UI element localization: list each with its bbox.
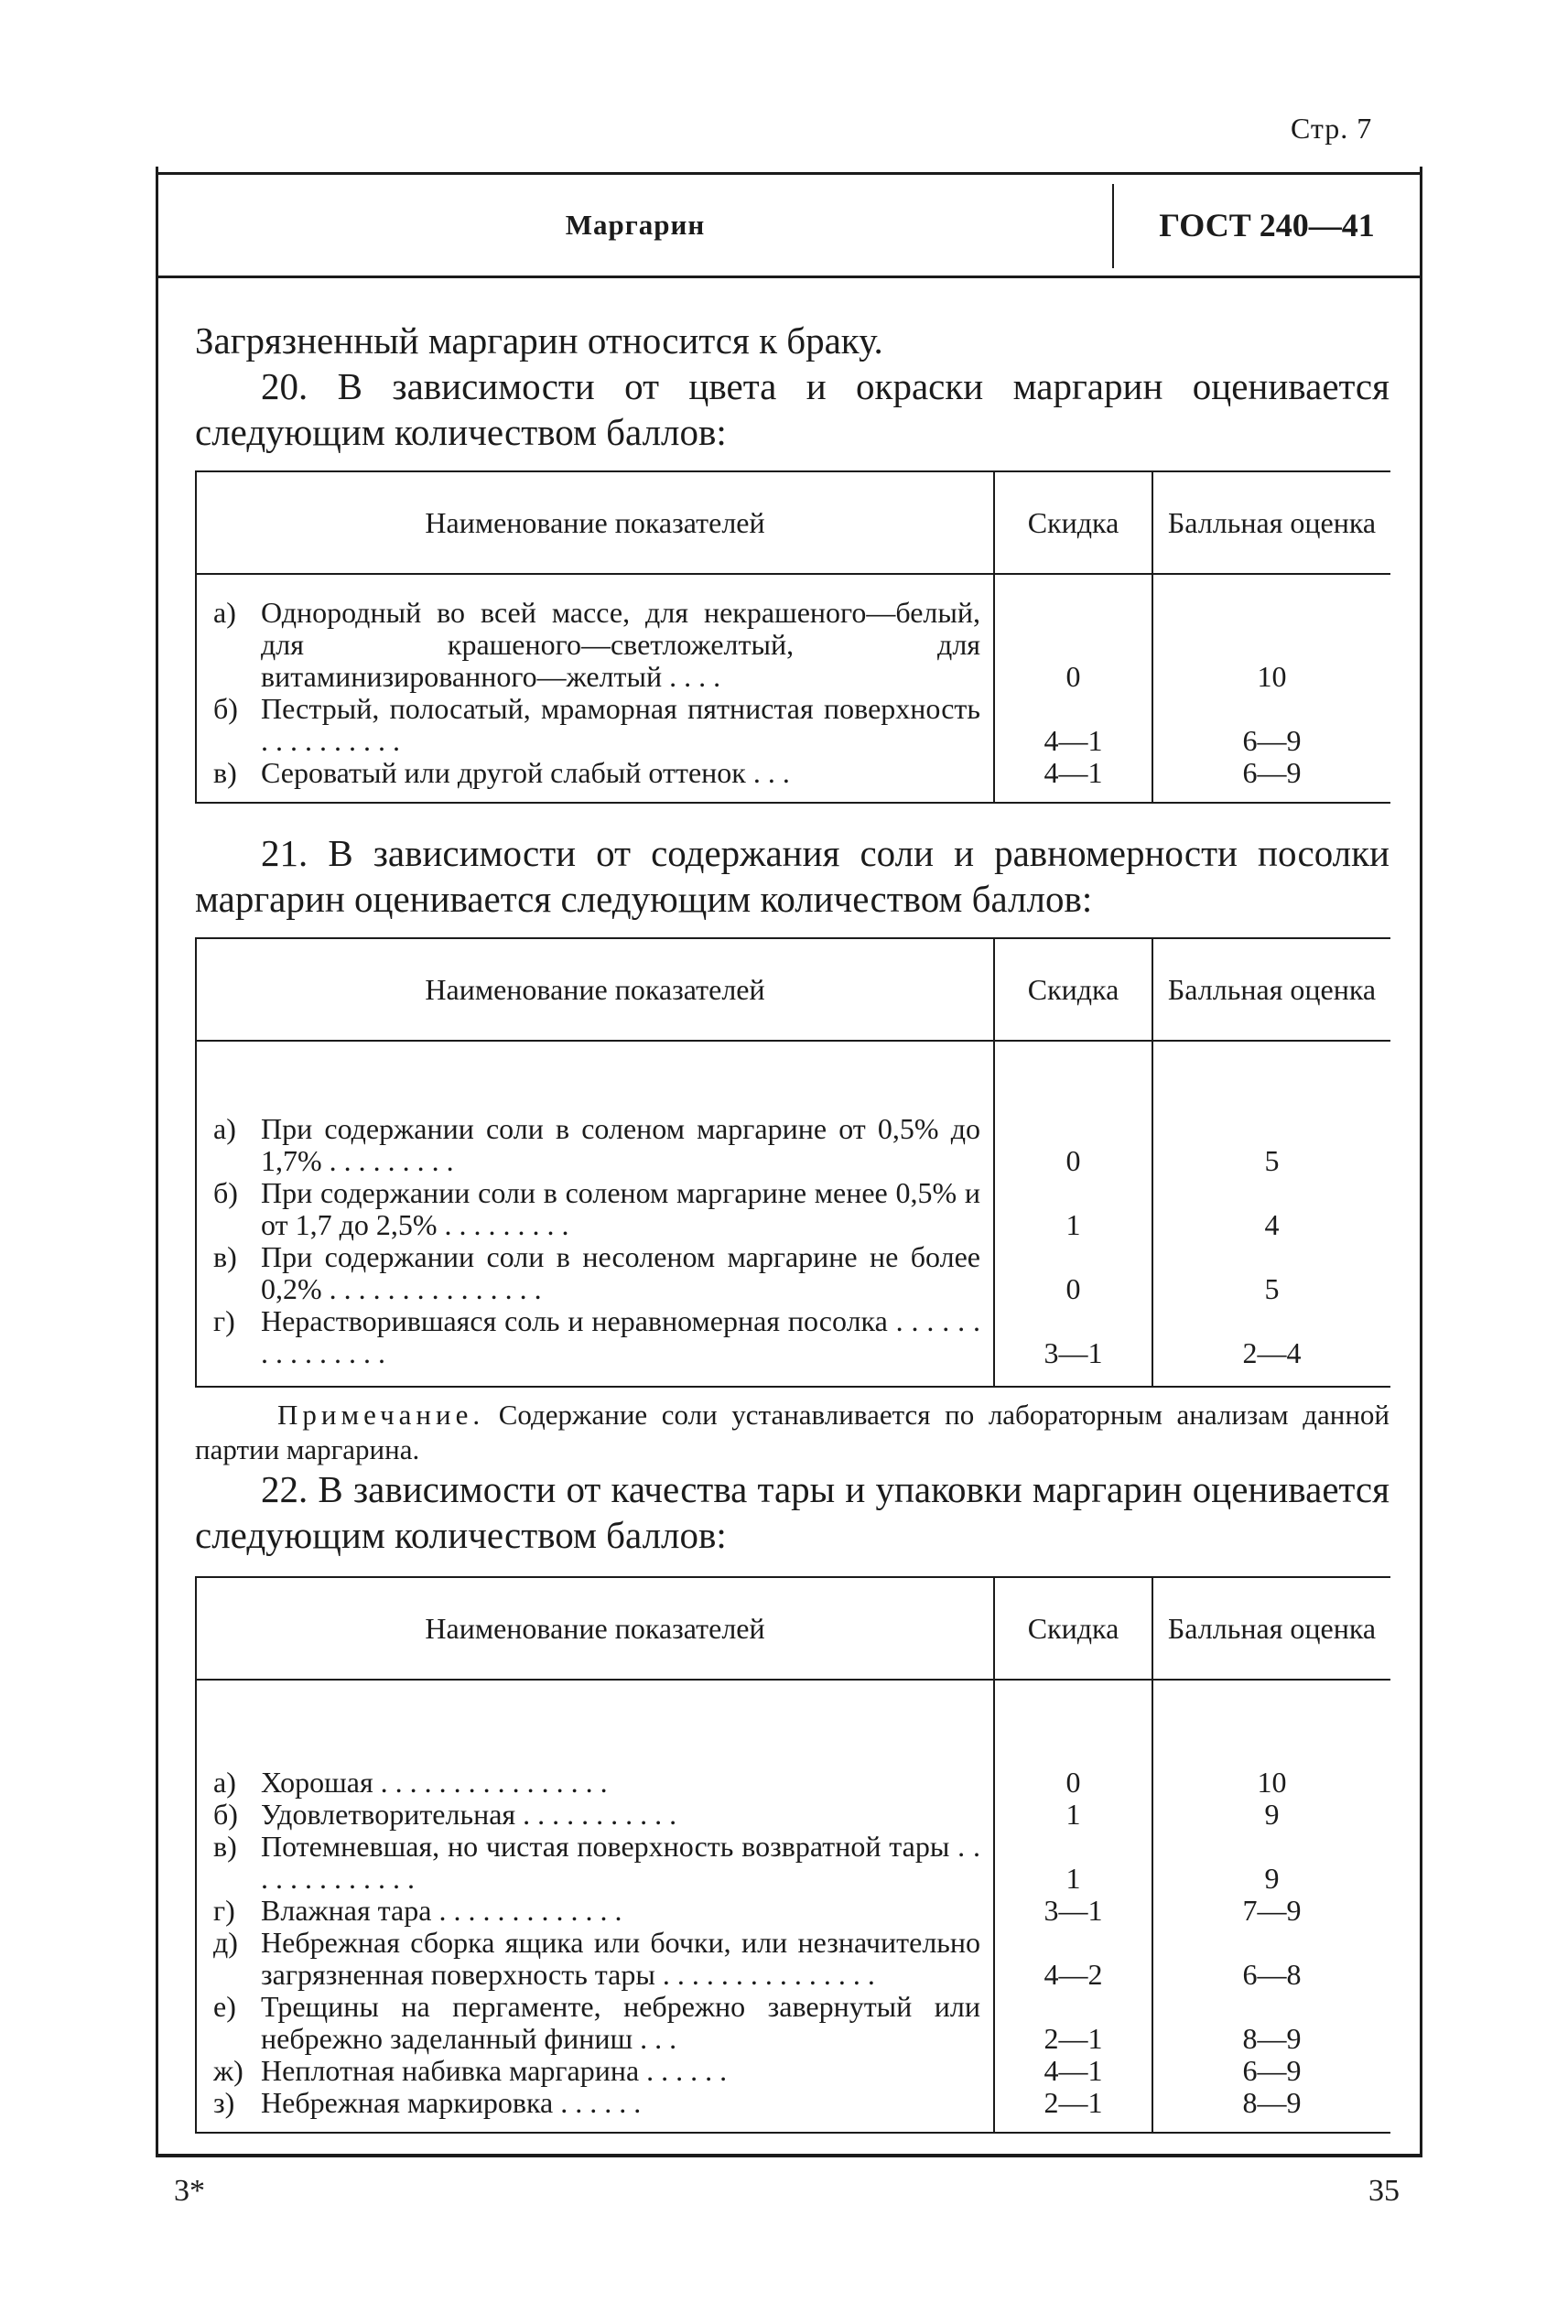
row-text: Потемневшая, но чистая поверхность возвратной тары . . . . . . . . . . . . . bbox=[261, 1830, 980, 1895]
score-value: 6—8 bbox=[1242, 1958, 1302, 1991]
table-row bbox=[213, 2055, 980, 2087]
row-label: в) bbox=[213, 756, 237, 789]
table-row bbox=[213, 757, 980, 789]
score-value: 6—9 bbox=[1242, 2054, 1302, 2087]
para-21: 21. В зависимости от содержания соли и равномерности посолки маргарин оценивается следующим количеством баллов: bbox=[195, 832, 1390, 920]
cell-discounts bbox=[994, 574, 1152, 803]
discount-value: 2—1 bbox=[1044, 2086, 1103, 2119]
cell-names bbox=[196, 574, 994, 803]
score-value: 9 bbox=[1264, 1798, 1280, 1831]
cell-scores bbox=[1152, 574, 1390, 803]
cell-names bbox=[196, 1680, 994, 2133]
row-text: Однородный во всей массе, для некрашеного—белый, для крашеного—светложелтый, для витаминизированного—желтый . . . . bbox=[261, 596, 980, 693]
row-label: б) bbox=[213, 1798, 238, 1831]
table-row bbox=[213, 1991, 980, 2055]
table-row bbox=[213, 1927, 980, 1991]
score-value: 10 bbox=[1257, 660, 1287, 693]
discount-value: 0 bbox=[1065, 1272, 1081, 1305]
table-row bbox=[213, 1305, 980, 1369]
footer-page-number: 35 bbox=[1368, 2174, 1400, 2208]
table-color-grading bbox=[195, 470, 1390, 804]
col-header-discount: Скидка bbox=[994, 1577, 1152, 1680]
para-20: 20. В зависимости от цвета и окраски маргарин оценивается следующим количеством баллов: bbox=[195, 365, 1390, 453]
footer-signature-mark: 3* bbox=[174, 2174, 205, 2208]
row-label: г) bbox=[213, 1894, 235, 1927]
row-label: а) bbox=[213, 1112, 236, 1145]
header-bar bbox=[158, 172, 1420, 278]
table-row bbox=[213, 1241, 980, 1305]
row-label: а) bbox=[213, 596, 236, 629]
discount-value: 0 bbox=[1065, 1766, 1081, 1799]
row-text: При содержании соли в соленом маргарине от 0,5% до 1,7% . . . . . . . . . bbox=[261, 1112, 980, 1177]
discount-value: 2—1 bbox=[1044, 2022, 1103, 2055]
row-label: г) bbox=[213, 1304, 235, 1337]
table-row bbox=[213, 1113, 980, 1177]
row-label: з) bbox=[213, 2086, 235, 2119]
row-text: Хорошая . . . . . . . . . . . . . . . . bbox=[261, 1766, 608, 1799]
table-row bbox=[213, 693, 980, 757]
row-label: в) bbox=[213, 1240, 237, 1273]
col-header-score: Балльная оценка bbox=[1152, 1577, 1390, 1680]
page-number-top: Стр. 7 bbox=[1291, 112, 1373, 145]
note-label: Примечание. bbox=[277, 1399, 485, 1431]
discount-value: 1 bbox=[1065, 1798, 1081, 1831]
discount-value: 0 bbox=[1065, 660, 1081, 693]
col-header-name: Наименование показателей bbox=[196, 938, 994, 1041]
table-packaging-grading bbox=[195, 1576, 1390, 2134]
cell-discounts bbox=[994, 1041, 1152, 1387]
note-salt bbox=[195, 1398, 1390, 1467]
page-frame bbox=[156, 167, 1422, 2157]
score-value: 6—9 bbox=[1242, 756, 1302, 789]
table-salt-grading bbox=[195, 937, 1390, 1388]
discount-value: 0 bbox=[1065, 1144, 1081, 1177]
row-label: в) bbox=[213, 1830, 237, 1863]
cell-discounts bbox=[994, 1680, 1152, 2133]
score-value: 10 bbox=[1257, 1766, 1287, 1799]
note-text: Содержание соли устанавливается по лабораторным анализам данной партии маргарина. bbox=[195, 1399, 1390, 1465]
para-intro: Загрязненный маргарин относится к браку. bbox=[195, 319, 883, 362]
discount-value: 4—2 bbox=[1044, 1958, 1103, 1991]
table-row bbox=[213, 1895, 980, 1927]
score-value: 5 bbox=[1264, 1144, 1280, 1177]
row-text: Пестрый, полосатый, мраморная пятнистая поверхность . . . . . . . . . . bbox=[261, 692, 980, 757]
row-text: Небрежная сборка ящика или бочки, или незначительно загрязненная поверхность тары . . . . . . . . . . . . . . . bbox=[261, 1926, 980, 1991]
row-label: б) bbox=[213, 692, 238, 725]
row-text: Влажная тара . . . . . . . . . . . . . bbox=[261, 1894, 622, 1927]
row-text: Сероватый или другой слабый оттенок . . . bbox=[261, 756, 790, 789]
score-value: 8—9 bbox=[1242, 2022, 1302, 2055]
discount-value: 1 bbox=[1065, 1208, 1081, 1241]
col-header-discount: Скидка bbox=[994, 471, 1152, 574]
table-row bbox=[213, 597, 980, 693]
standard-code: ГОСТ 240—41 bbox=[1159, 207, 1375, 243]
col-header-name: Наименование показателей bbox=[196, 471, 994, 574]
discount-value: 4—1 bbox=[1044, 724, 1103, 757]
row-text: Небрежная маркировка . . . . . . bbox=[261, 2086, 642, 2119]
score-value: 4 bbox=[1264, 1208, 1280, 1241]
col-header-name: Наименование показателей bbox=[196, 1577, 994, 1680]
cell-scores bbox=[1152, 1680, 1390, 2133]
discount-value: 4—1 bbox=[1044, 2054, 1103, 2087]
score-value: 6—9 bbox=[1242, 724, 1302, 757]
col-header-score: Балльная оценка bbox=[1152, 938, 1390, 1041]
table-row bbox=[213, 1799, 980, 1831]
table-row bbox=[213, 1767, 980, 1799]
row-text: Трещины на пергаменте, небрежно завернутый или небрежно заделанный финиш . . . bbox=[261, 1990, 980, 2055]
row-text: При содержании соли в несоленом маргарине не более 0,2% . . . . . . . . . . . . . . . bbox=[261, 1240, 980, 1305]
row-label: б) bbox=[213, 1176, 238, 1209]
col-header-score: Балльная оценка bbox=[1152, 471, 1390, 574]
discount-value: 1 bbox=[1065, 1862, 1081, 1895]
discount-value: 3—1 bbox=[1044, 1894, 1103, 1927]
row-text: Неплотная набивка маргарина . . . . . . bbox=[261, 2054, 728, 2087]
col-header-discount: Скидка bbox=[994, 938, 1152, 1041]
cell-scores bbox=[1152, 1041, 1390, 1387]
row-label: е) bbox=[213, 1990, 236, 2023]
row-text: При содержании соли в соленом маргарине менее 0,5% и от 1,7 до 2,5% . . . . . . . . . bbox=[261, 1176, 980, 1241]
score-value: 2—4 bbox=[1242, 1336, 1302, 1369]
discount-value: 3—1 bbox=[1044, 1336, 1103, 1369]
score-value: 9 bbox=[1264, 1862, 1280, 1895]
table-row bbox=[213, 1831, 980, 1895]
row-label: д) bbox=[213, 1926, 238, 1959]
row-text: Удовлетворительная . . . . . . . . . . . bbox=[261, 1798, 677, 1831]
score-value: 5 bbox=[1264, 1272, 1280, 1305]
row-label: ж) bbox=[213, 2054, 243, 2087]
table-row bbox=[213, 1177, 980, 1241]
discount-value: 4—1 bbox=[1044, 756, 1103, 789]
score-value: 7—9 bbox=[1242, 1894, 1302, 1927]
header-title: Маргарин bbox=[565, 209, 706, 241]
table-row bbox=[213, 2087, 980, 2119]
cell-names bbox=[196, 1041, 994, 1387]
score-value: 8—9 bbox=[1242, 2086, 1302, 2119]
row-label: а) bbox=[213, 1766, 236, 1799]
para-22: 22. В зависимости от качества тары и упаковки маргарин оценивается следующим количеством баллов: bbox=[195, 1468, 1390, 1556]
row-text: Нерастворившаяся соль и неравномерная посолка . . . . . . . . . . . . . . . bbox=[261, 1304, 980, 1369]
